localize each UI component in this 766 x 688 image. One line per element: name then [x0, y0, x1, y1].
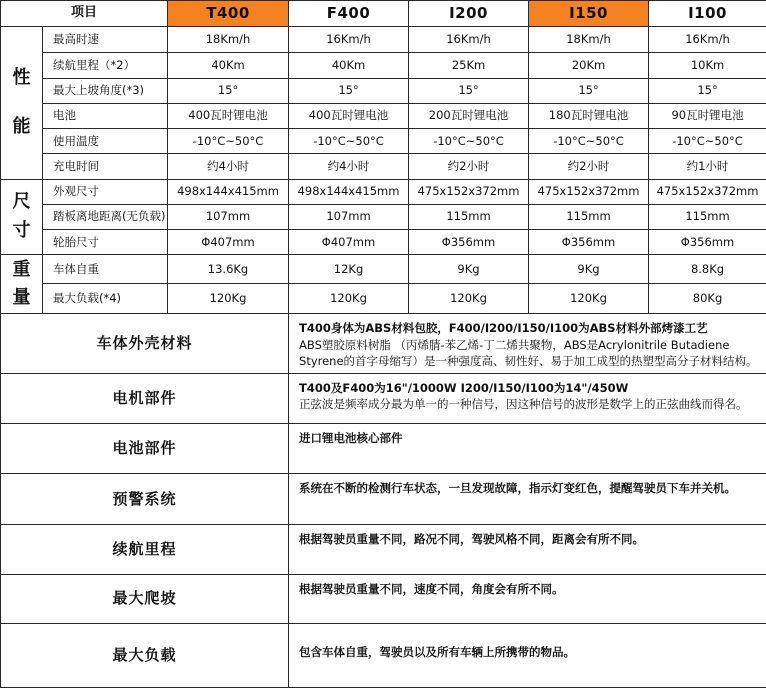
cell-i100: 115mm — [649, 204, 766, 229]
row-label: 最高时速 — [43, 27, 168, 53]
cell-i100: 15° — [649, 78, 766, 103]
row-label: 充电时间 — [43, 154, 168, 179]
cell-i150: 20Km — [529, 53, 649, 78]
group-weight — [1, 255, 43, 314]
cell-f400: 120Kg — [289, 284, 409, 314]
section-desc-bold: 根据驾驶员重量不同，速度不同，角度会有所不同。 — [299, 581, 564, 596]
cell-f400: 约4小时 — [289, 154, 409, 179]
cell-i150: 115mm — [529, 204, 649, 229]
spec-row — [1, 103, 766, 128]
header-model-t400: T400 — [168, 1, 289, 27]
row-label: 最大上坡角度(*3) — [43, 78, 168, 103]
cell-i200: 200瓦时锂电池 — [409, 103, 529, 128]
row-label: 踏板离地距离(无负载) — [43, 204, 168, 229]
group-size — [1, 179, 43, 255]
header-model-i150: I150 — [529, 1, 649, 27]
spec-row — [1, 204, 766, 229]
cell-i100: 约1小时 — [649, 154, 766, 179]
cell-i150: 180瓦时锂电池 — [529, 103, 649, 128]
header-model-f400: F400 — [289, 1, 409, 27]
spec-row — [1, 27, 766, 53]
section-desc-motor — [289, 374, 766, 424]
cell-t400: 40Km — [168, 53, 289, 78]
row-label: 外观尺寸 — [43, 179, 168, 204]
cell-i150: -10°C~50°C — [529, 129, 649, 154]
cell-i200: 16Km/h — [409, 27, 529, 53]
section-desc-bold: 根据驾驶员重量不同，路况不同，驾驶风格不同，距离会有所不同。 — [299, 532, 645, 547]
cell-t400: 498x144x415mm — [168, 179, 289, 204]
cell-i200: Φ356mm — [409, 230, 529, 255]
section-row — [1, 374, 766, 424]
section-title-shell-material: 车体外壳材料 — [1, 314, 289, 374]
spec-row — [1, 179, 766, 204]
cell-f400: 12Kg — [289, 255, 409, 284]
cell-i150: 9Kg — [529, 255, 649, 284]
cell-t400: 18Km/h — [168, 27, 289, 53]
cell-t400: 107mm — [168, 204, 289, 229]
row-label: 续航里程（*2） — [43, 53, 168, 78]
row-label: 轮胎尺寸 — [43, 230, 168, 255]
cell-f400: 15° — [289, 78, 409, 103]
cell-i100: Φ356mm — [649, 230, 766, 255]
group-weight-char: 量 — [12, 287, 31, 309]
header-model-i200: I200 — [409, 1, 529, 27]
section-row — [1, 624, 766, 688]
section-row — [1, 424, 766, 473]
section-title-warning-system: 预警系统 — [1, 473, 289, 524]
cell-i100: 10Km — [649, 53, 766, 78]
cell-f400: 498x144x415mm — [289, 179, 409, 204]
row-label: 使用温度 — [43, 129, 168, 154]
cell-i200: 115mm — [409, 204, 529, 229]
section-desc-bold: T400身体为ABS材料包胶，F400/I200/I150/I100为ABS材料外部烤漆工艺 — [299, 321, 708, 336]
cell-t400: Φ407mm — [168, 230, 289, 255]
cell-i100: 90瓦时锂电池 — [649, 103, 766, 128]
group-weight-char: 重 — [12, 258, 31, 280]
spec-row — [1, 230, 766, 255]
cell-f400: 400瓦时锂电池 — [289, 103, 409, 128]
cell-i150: 120Kg — [529, 284, 649, 314]
section-desc-bold: 系统在不断的检测行车状态，一旦发现故障，指示灯变红色，提醒驾驶员下车并关机。 — [299, 480, 737, 495]
group-performance-char: 能 — [12, 115, 31, 137]
cell-i150: 18Km/h — [529, 27, 649, 53]
spec-row — [1, 255, 766, 284]
cell-f400: -10°C~50°C — [289, 129, 409, 154]
section-desc-text: ABS塑胶原料树脂 （丙烯腈-苯乙烯-丁二烯共聚物，ABS是Acrylonitrile Butadiene Styrene的首字母缩写）是一种强度高、韧性好、易于加工成型的热塑型高分子材料结构。 — [299, 337, 758, 368]
spec-row — [1, 53, 766, 78]
row-label: 车体自重 — [43, 255, 168, 284]
cell-i100: -10°C~50°C — [649, 129, 766, 154]
section-row — [1, 574, 766, 623]
cell-i200: 15° — [409, 78, 529, 103]
group-size-char: 寸 — [12, 219, 31, 241]
row-label: 电池 — [43, 103, 168, 128]
header-row — [1, 1, 766, 27]
cell-f400: 16Km/h — [289, 27, 409, 53]
cell-i100: 16Km/h — [649, 27, 766, 53]
group-size-char: 尺 — [12, 191, 31, 213]
spec-row — [1, 129, 766, 154]
cell-i150: 15° — [529, 78, 649, 103]
spec-row — [1, 78, 766, 103]
cell-i200: 120Kg — [409, 284, 529, 314]
section-row — [1, 473, 766, 524]
section-row — [1, 525, 766, 574]
cell-i150: 约2小时 — [529, 154, 649, 179]
section-desc-text: 正弦波是频率成分最为单一的一种信号，因这种信号的波形是数学上的正弦曲线而得名。 — [299, 397, 748, 412]
section-title-max-load: 最大负载 — [1, 624, 289, 688]
cell-t400: 120Kg — [168, 284, 289, 314]
cell-i100: 475x152x372mm — [649, 179, 766, 204]
section-title-range: 续航里程 — [1, 525, 289, 574]
cell-f400: 40Km — [289, 53, 409, 78]
section-desc-shell-material — [289, 314, 766, 374]
section-desc-bold: 进口锂电池核心部件 — [299, 431, 403, 446]
section-desc-bold: 包含车体自重，驾驶员以及所有车辆上所携带的物品。 — [299, 644, 576, 659]
group-performance — [1, 27, 43, 179]
group-performance-char: 性 — [12, 67, 31, 89]
cell-t400: 13.6Kg — [168, 255, 289, 284]
cell-i100: 8.8Kg — [649, 255, 766, 284]
section-desc-range — [289, 525, 766, 574]
cell-i200: 475x152x372mm — [409, 179, 529, 204]
section-title-max-climb: 最大爬坡 — [1, 574, 289, 623]
spec-row — [1, 284, 766, 314]
cell-i200: -10°C~50°C — [409, 129, 529, 154]
header-item-label: 项目 — [1, 1, 168, 27]
section-desc-bold: T400及F400为16"/1000W I200/I150/I100为14"/450W — [299, 381, 629, 396]
cell-t400: 15° — [168, 78, 289, 103]
cell-t400: -10°C~50°C — [168, 129, 289, 154]
cell-i150: Φ356mm — [529, 230, 649, 255]
section-desc-max-climb — [289, 574, 766, 623]
cell-f400: 107mm — [289, 204, 409, 229]
section-desc-max-load — [289, 624, 766, 688]
cell-i200: 25Km — [409, 53, 529, 78]
cell-i200: 约2小时 — [409, 154, 529, 179]
section-title-motor: 电机部件 — [1, 374, 289, 424]
header-model-i100: I100 — [649, 1, 766, 27]
cell-i200: 9Kg — [409, 255, 529, 284]
section-desc-battery — [289, 424, 766, 473]
cell-t400: 约4小时 — [168, 154, 289, 179]
cell-i100: 80Kg — [649, 284, 766, 314]
cell-i150: 475x152x372mm — [529, 179, 649, 204]
section-desc-warning-system — [289, 473, 766, 524]
spec-row — [1, 154, 766, 179]
row-label: 最大负载(*4) — [43, 284, 168, 314]
section-row — [1, 314, 766, 374]
cell-f400: Φ407mm — [289, 230, 409, 255]
cell-t400: 400瓦时锂电池 — [168, 103, 289, 128]
section-title-battery: 电池部件 — [1, 424, 289, 473]
